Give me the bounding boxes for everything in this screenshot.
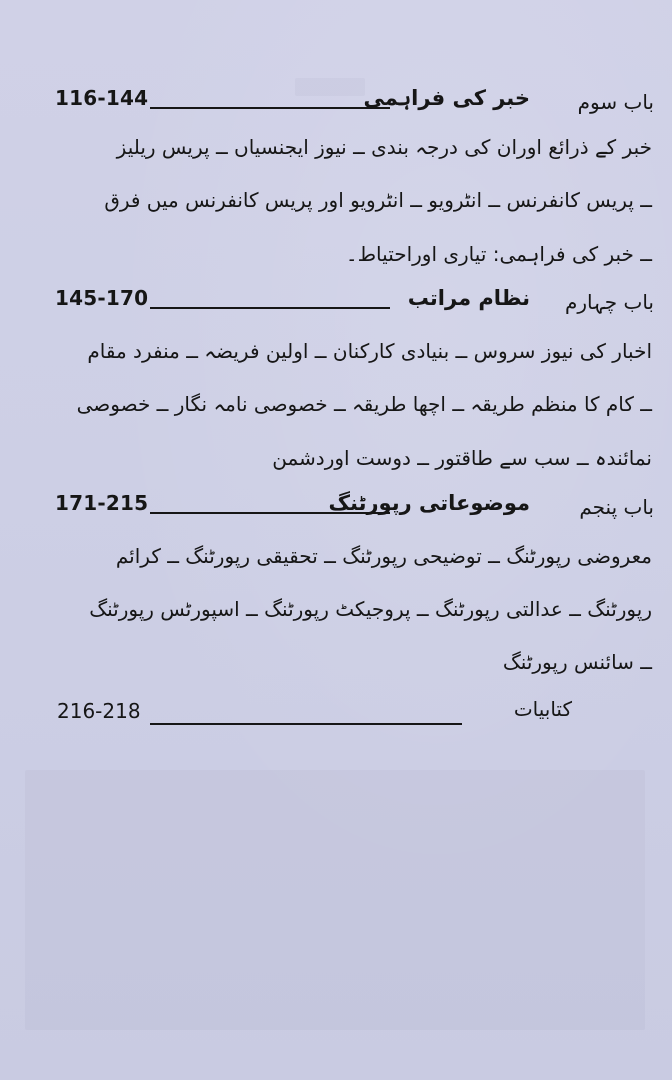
chapter-title: خبر کی فراہمی (363, 86, 530, 110)
dot-leader-line (150, 723, 462, 725)
topic-line: اخبار کی نیوز سروس ــ بنیادی کارکنان ــ اولین فریضہ ــ منفرد مقام (87, 339, 652, 363)
references-entry (0, 695, 672, 735)
show-through-block (25, 770, 645, 1030)
page-range: 216-218 (57, 699, 141, 723)
topic-line: ــ سائنس رپورٹنگ (502, 650, 652, 674)
topic-line: ــ پریس کانفرنس ــ انٹرویو ــ انٹرویو اور پریس کانفرنس میں فرق (104, 188, 652, 212)
chapter-label: باب چہارم (564, 290, 654, 314)
topic-line: خبر کے ذرائع اوران کی درجہ بندی ــ نیوز ایجنسیاں ــ پریس ریلیز (116, 135, 652, 159)
topic-line: معروضی رپورٹنگ ــ توضیحی رپورٹنگ ــ تحقیقی رپورٹنگ ــ کرائم (115, 544, 652, 568)
topic-line: رپورٹنگ ــ عدالتی رپورٹنگ ــ پروجیکٹ رپورٹنگ ــ اسپورٹس رپورٹنگ (89, 597, 652, 621)
dot-leader-line (150, 107, 390, 109)
topic-line: نمائندہ ــ سب سے طاقتور ــ دوست اوردشمن (272, 446, 652, 470)
chapter-title: نظام مراتب (407, 286, 530, 310)
chapter-label: باب سوم (577, 90, 654, 114)
page-range: 116-144 (55, 86, 149, 110)
chapter-heading (55, 491, 530, 527)
dot-leader-line (150, 307, 390, 309)
chapter-title: موضوعاتی رپورٹنگ (328, 491, 530, 515)
topic-line: ــ خبر کی فراہمی: تیاری اوراحتیاط۔ (345, 242, 652, 266)
page-range: 171-215 (55, 491, 149, 515)
topic-line: ــ کام کا منظم طریقہ ــ اچھا طریقہ ــ خصوصی نامہ نگار ــ خصوصی (76, 392, 652, 416)
chapter-heading (55, 286, 530, 322)
chapter-heading (55, 86, 530, 122)
chapter-label: باب پنجم (579, 495, 654, 519)
references-title: کتابیات (513, 697, 572, 721)
page-range: 145-170 (55, 286, 149, 310)
